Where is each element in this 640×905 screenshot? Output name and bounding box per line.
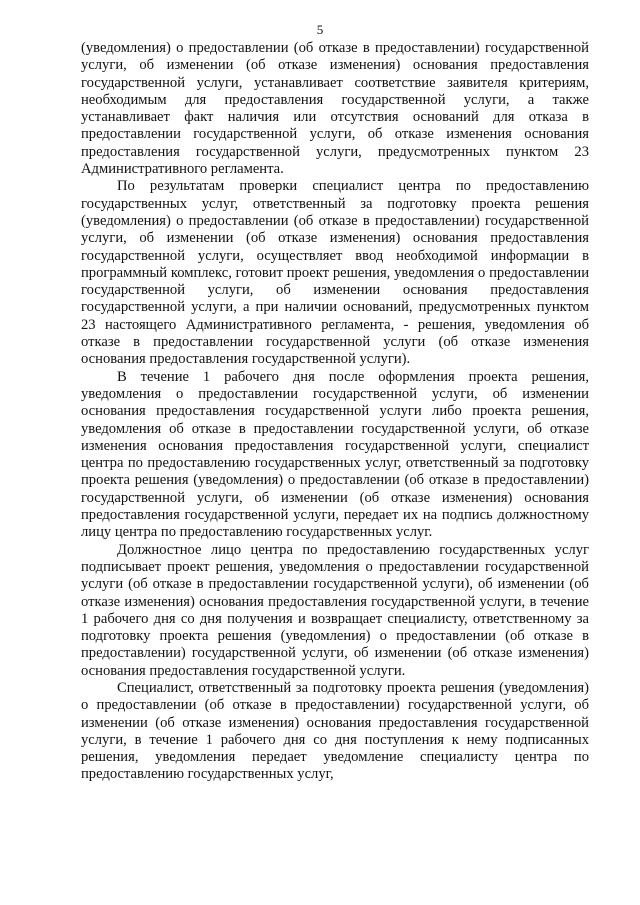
paragraph-verification-results: По результатам проверки специалист центра по предоставлению государственных услуг, ответственный за подготовку проекта решения (уведомления) о предоставлении (об отказе в предоставлении) государственной услуги, об изменении (об отказе изменения) основания предоставления государственной услуги, осуществляет ввод необходимой информации в программный комплекс, готовит проект решения, уведомления о предоставлении государственной услуги, об изменении основания предоставления государственной услуги, а при наличии оснований, предусмотренных пунктом 23 настоящего Административного регламента, - решения, уведомления об отказе в предоставлении государственной услуги (об отказе изменения основания предоставления государственной услуги).: [81, 178, 589, 368]
paragraph-specialist-transfers: Специалист, ответственный за подготовку проекта решения (уведомления) о предоставлении (об отказе в предоставлении) государственной услуги, об изменении (об отказе изменения) основания предоставления государственной услуги, в течение 1 рабочего дня со дня поступления к нему подписанных решения, уведомления передает уведомление специалисту центра по предоставлению государственных услуг,: [81, 679, 589, 783]
paragraph-continuation: (уведомления) о предоставлении (об отказе в предоставлении) государственной услуги, об изменении (об отказе изменения) основания предоставления государственной услуги, устанавливает соответствие заявителя критериям, необходимым для предоставления государственной услуги, а также устанавливает факт наличия или отсутствия оснований для отказа в предоставлении государственной услуги, об отказе изменения основания предоставления государственной услуги, предусмотренных пунктом 23 Административного регламента.: [81, 40, 589, 178]
page-number: 5: [316, 22, 324, 37]
document-body: [81, 40, 589, 784]
paragraph-one-working-day: В течение 1 рабочего дня после оформления проекта решения, уведомления о предоставлении государственной услуги, об изменении основания предоставления государственной услуги либо проекта решения, уведомления об отказе в предоставлении государственной услуги, об отказе изменения основания предоставления государственной услуги, специалист центра по предоставлению государственных услуг, ответственный за подготовку проекта решения (уведомления) о предоставлении (об отказе в предоставлении) государственной услуги, об изменении (об отказе изменения) основания предоставления государственной услуги, передает их на подпись должностному лицу центра по предоставлению государственных услуг.: [81, 368, 589, 541]
paragraph-official-signs: Должностное лицо центра по предоставлению государственных услуг подписывает проект решения, уведомления о предоставлении государственной услуги (об отказе в предоставлении государственной услуги), об изменении (об отказе изменения) основания предоставления государственной услуги, в течение 1 рабочего дня со дня получения и возвращает специалисту, ответственному за подготовку проекта решения (уведомления) о предоставлении (об отказе в предоставлении) государственной услуги, об изменении (об отказе изменения) основания предоставления государственной услуги.: [81, 541, 589, 679]
